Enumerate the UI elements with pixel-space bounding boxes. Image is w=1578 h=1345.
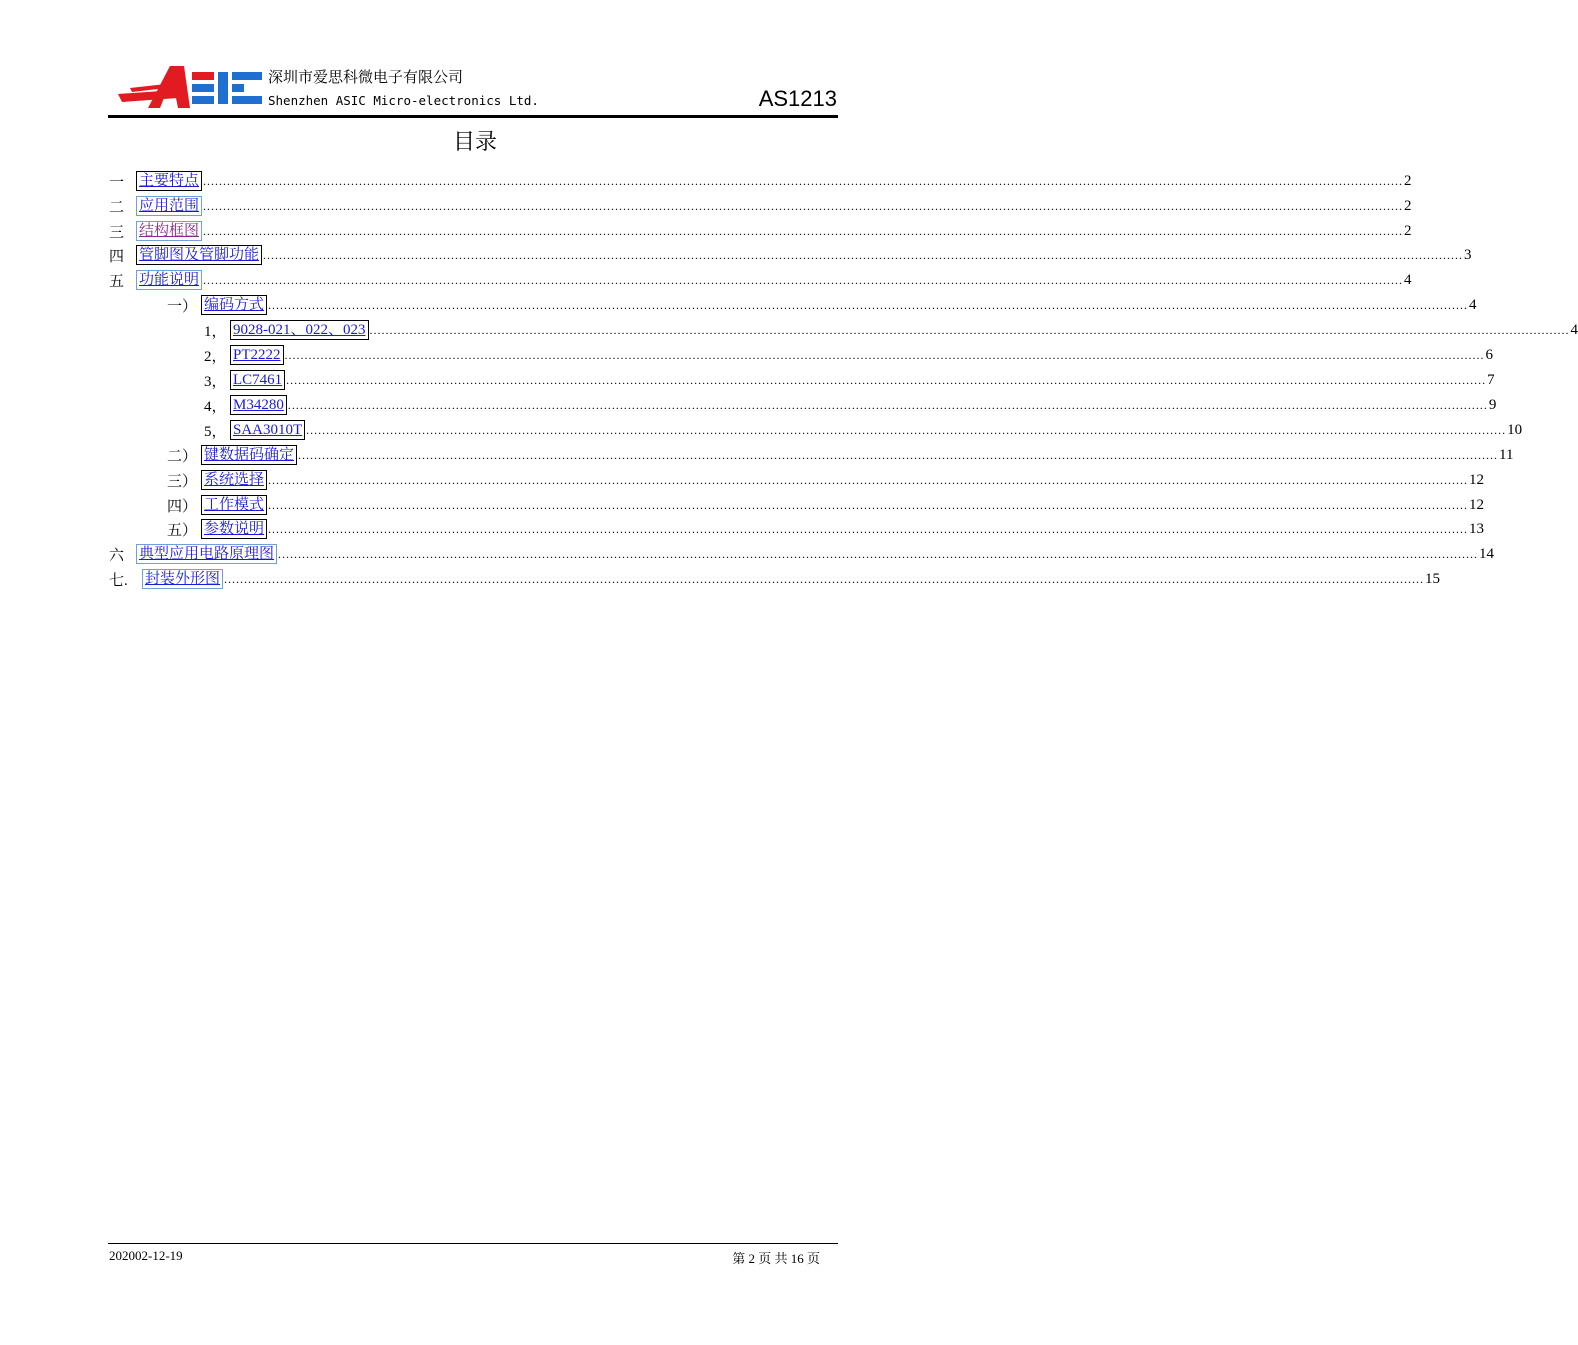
toc-link[interactable]: 键数据码确定 xyxy=(201,445,297,465)
toc-number: 一） xyxy=(167,298,198,315)
toc-page-number: 12 xyxy=(1469,496,1485,513)
toc-leader: ............................................................................................................................................................................................................................................................................................................ xyxy=(286,373,1487,387)
toc-leader: ............................................................................................................................................................................................................................................................................................................ xyxy=(268,473,1469,487)
toc-link[interactable]: 功能说明 xyxy=(136,270,202,290)
toc-page-number: 13 xyxy=(1469,520,1485,537)
header-rule xyxy=(108,115,838,118)
toc-entry[interactable] xyxy=(109,244,1472,266)
toc-link[interactable]: 结构框图 xyxy=(136,221,202,241)
toc-link[interactable]: 应用范围 xyxy=(136,196,202,216)
toc-entry[interactable] xyxy=(109,195,1412,217)
toc-number: 六 xyxy=(109,547,125,564)
toc-entry[interactable] xyxy=(167,518,1485,540)
toc-number: 四 xyxy=(109,248,125,265)
toc-leader: ............................................................................................................................................................................................................................................................................................................ xyxy=(268,298,1469,312)
toc-leader: ............................................................................................................................................................................................................................................................................................................ xyxy=(278,547,1479,561)
toc-number: 五） xyxy=(167,522,198,539)
toc-page-number: 7 xyxy=(1487,371,1495,388)
toc-link[interactable]: 典型应用电路原理图 xyxy=(136,544,277,564)
toc-leader: ............................................................................................................................................................................................................................................................................................................ xyxy=(263,248,1464,262)
model-number: AS1213 xyxy=(758,86,837,111)
footer-page-info: 第 2 页 共 16 页 xyxy=(732,1251,820,1266)
footer-date: 202002-12-19 xyxy=(109,1248,183,1263)
toc-link[interactable]: PT2222 xyxy=(230,345,284,365)
toc-title: 目录 xyxy=(452,130,497,155)
toc-entry[interactable] xyxy=(167,469,1485,491)
toc-entry[interactable] xyxy=(204,419,1523,441)
toc-leader: ............................................................................................................................................................................................................................................................................................................ xyxy=(306,423,1507,437)
toc-entry[interactable] xyxy=(167,494,1485,516)
toc-number: 一 xyxy=(109,174,125,191)
toc-leader: ............................................................................................................................................................................................................................................................................................................ xyxy=(203,224,1404,238)
toc-leader: ............................................................................................................................................................................................................................................................................................................ xyxy=(284,348,1485,362)
toc-entry[interactable] xyxy=(109,220,1412,242)
toc-entry[interactable] xyxy=(167,444,1514,466)
toc-entry[interactable] xyxy=(109,543,1495,565)
toc-page-number: 2 xyxy=(1404,172,1412,189)
toc-entry[interactable] xyxy=(167,294,1477,316)
toc-leader: ............................................................................................................................................................................................................................................................................................................ xyxy=(203,273,1404,287)
toc-page-number: 3 xyxy=(1464,246,1472,263)
toc-page-number: 6 xyxy=(1485,346,1494,363)
toc-link[interactable]: 系统选择 xyxy=(201,470,267,490)
toc-page-number: 9 xyxy=(1488,396,1497,413)
toc-number: 3， xyxy=(204,373,227,390)
toc-page-number: 15 xyxy=(1425,570,1441,587)
toc-number: 七. xyxy=(109,572,128,589)
toc-link[interactable]: 参数说明 xyxy=(201,519,267,539)
toc-link[interactable]: LC7461 xyxy=(230,370,285,390)
toc-number: 1， xyxy=(204,323,227,340)
toc-entry[interactable] xyxy=(204,369,1495,391)
toc-page-number: 4 xyxy=(1404,271,1412,288)
toc-page-number: 4 xyxy=(1469,296,1477,313)
toc-number: 二） xyxy=(167,448,198,465)
toc-link[interactable]: 管脚图及管脚功能 xyxy=(136,245,262,265)
toc-leader: ............................................................................................................................................................................................................................................................................................................ xyxy=(268,522,1469,536)
toc-link[interactable]: 编码方式 xyxy=(201,295,267,315)
toc-page-number: 12 xyxy=(1469,471,1485,488)
toc-number: 三） xyxy=(167,473,198,490)
toc-number: 5， xyxy=(204,423,227,440)
toc-leader: ............................................................................................................................................................................................................................................................................................................ xyxy=(298,448,1499,462)
toc-entry[interactable] xyxy=(109,568,1441,590)
toc-number: 五 xyxy=(109,273,125,290)
toc-link[interactable]: 主要特点 xyxy=(136,171,202,191)
toc-number: 二 xyxy=(109,199,125,216)
toc-entry[interactable] xyxy=(204,319,1578,341)
toc-entry[interactable] xyxy=(109,269,1412,291)
toc-link[interactable]: 封装外形图 xyxy=(142,569,223,589)
toc-number: 三 xyxy=(109,224,125,241)
toc-entry[interactable] xyxy=(204,344,1494,366)
toc-page-number: 4 xyxy=(1570,321,1578,338)
toc-leader: ............................................................................................................................................................................................................................................................................................................ xyxy=(369,323,1570,337)
toc-leader: ............................................................................................................................................................................................................................................................................................................ xyxy=(268,498,1469,512)
toc-page-number: 2 xyxy=(1404,222,1412,239)
toc-entry[interactable] xyxy=(109,170,1412,192)
company-name-en: Shenzhen ASIC Micro-electronics Ltd. xyxy=(268,93,539,108)
footer-rule xyxy=(108,1243,838,1244)
toc-number: 四） xyxy=(167,498,198,515)
toc-leader: ............................................................................................................................................................................................................................................................................................................ xyxy=(203,199,1404,213)
toc-leader: ............................................................................................................................................................................................................................................................................................................ xyxy=(287,398,1488,412)
toc-entry[interactable] xyxy=(204,394,1497,416)
toc-link[interactable]: SAA3010T xyxy=(230,420,305,440)
toc-leader: ............................................................................................................................................................................................................................................................................................................ xyxy=(224,572,1425,586)
toc-link[interactable]: M34280 xyxy=(230,395,287,415)
toc-page-number: 2 xyxy=(1404,197,1412,214)
toc-number: 2， xyxy=(204,348,227,365)
toc-page-number: 14 xyxy=(1479,545,1495,562)
toc-number: 4， xyxy=(204,398,227,415)
toc-leader: ............................................................................................................................................................................................................................................................................................................ xyxy=(203,174,1404,188)
toc-link[interactable]: 9028-021、022、023 xyxy=(230,320,369,340)
asic-logo xyxy=(118,64,263,110)
toc-page-number: 10 xyxy=(1507,421,1523,438)
toc-link[interactable]: 工作模式 xyxy=(201,495,267,515)
toc-page-number: 11 xyxy=(1499,446,1514,463)
company-name-cn: 深圳市爱思科微电子有限公司 xyxy=(268,68,464,86)
